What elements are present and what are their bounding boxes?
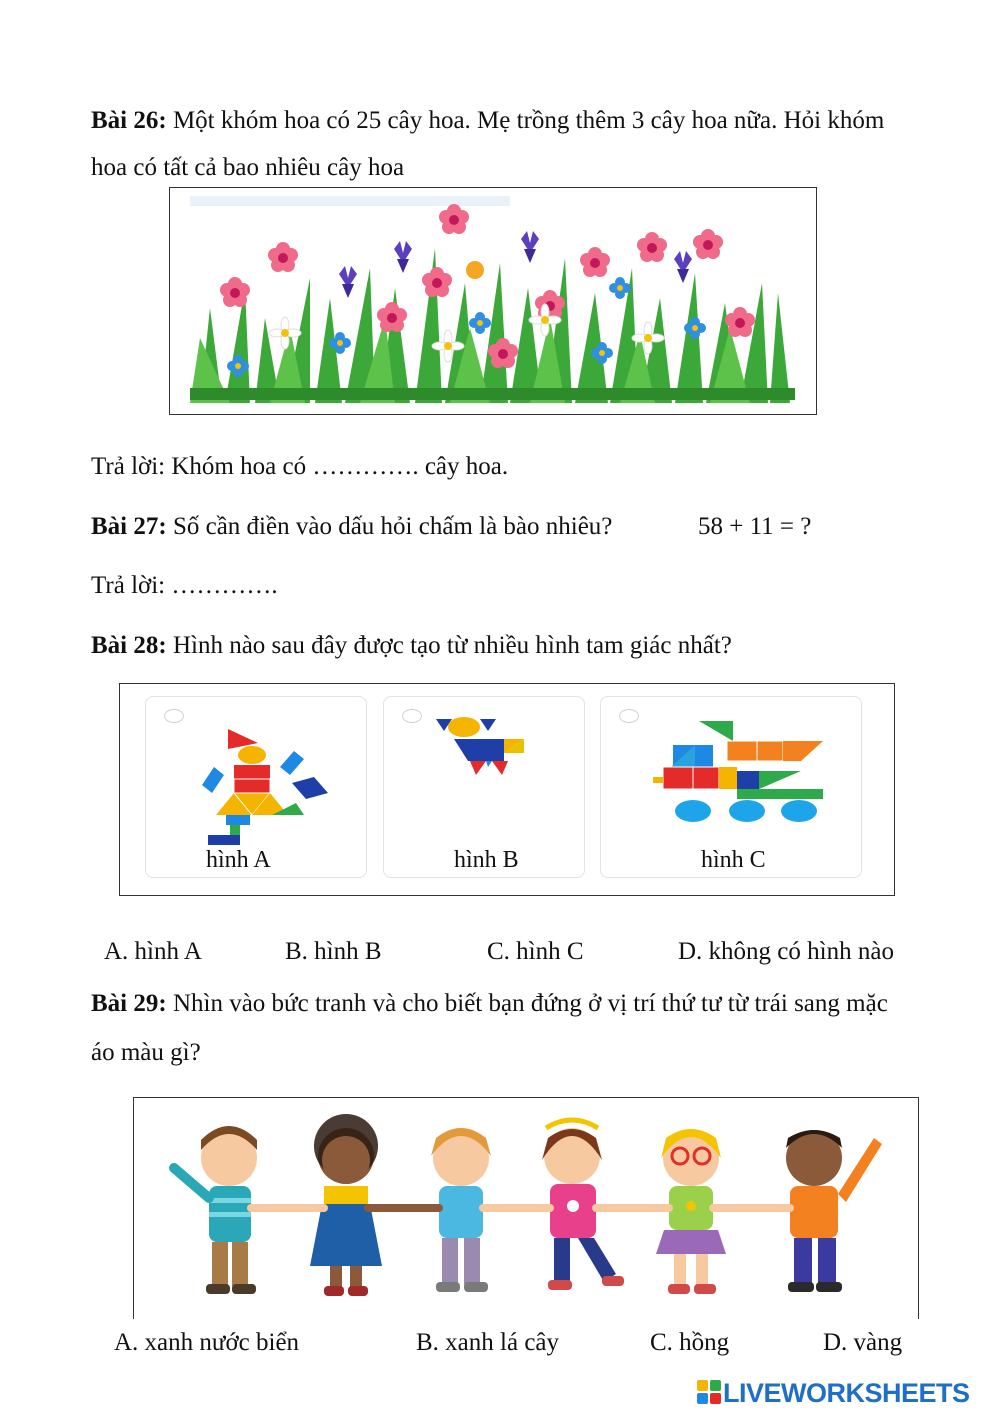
figure-caption-a: hình A [206,847,271,873]
figure-a-drawing [146,697,368,847]
q28-option-d[interactable]: D. không có hình nào [678,938,894,965]
q28-label: Bài 28: [91,632,167,659]
figure-c-drawing [601,697,863,847]
figure-caption-c: hình C [701,847,766,873]
q29-option-c[interactable]: C. hồng [650,1329,730,1356]
q29-line1 [91,989,888,1019]
liveworksheets-logo [697,1377,970,1409]
q29-label: Bài 29: [91,990,167,1017]
q29-option-a[interactable]: A. xanh nước biển [114,1329,300,1356]
flower-garden-illustration [170,188,815,413]
q26-line2: hoa có tất cả bao nhiêu cây hoa [91,154,405,181]
q28-line [91,631,732,661]
children-illustration [134,1098,917,1318]
q27-equation: 58 + 11 = ? [698,513,812,540]
q27-line [91,512,612,542]
q29-option-b[interactable]: B. xanh lá cây [416,1329,560,1356]
figure-card-a [145,696,367,878]
q29-option-d[interactable]: D. vàng [823,1329,903,1356]
q27-text: Số cần điền vào dấu hỏi chấm là bào nhiêu? [172,513,613,540]
figure-card-c [600,696,862,878]
q28-text: Hình nào sau đây được tạo từ nhiều hình tam giác nhất? [172,632,732,659]
figure-b-drawing [384,697,586,847]
q26-label: Bài 26: [91,107,167,134]
liveworksheets-wordmark: LIVEWORKSHEETS [723,1377,970,1408]
q26-answer: Trả lời: Khóm hoa có …………. cây hoa. [91,453,509,480]
q28-option-a[interactable]: A. hình A [104,938,202,965]
figure-card-b [383,696,585,878]
q27-label: Bài 27: [91,513,167,540]
flower-image [169,187,817,415]
q29-text1: Nhìn vào bức tranh và cho biết bạn đứng ở vị trí thứ tư từ trái sang mặc [172,990,888,1017]
q27-answer: Trả lời: …………. [91,572,278,599]
q29-line2: áo màu gì? [91,1039,201,1066]
q26-text1: Một khóm hoa có 25 cây hoa. Mẹ trồng thêm 3 cây hoa nữa. Hỏi khóm [172,107,885,134]
figure-caption-b: hình B [454,847,519,873]
children-image [133,1097,919,1319]
q28-option-b[interactable]: B. hình B [285,938,382,965]
q28-option-c[interactable]: C. hình C [487,938,584,965]
shapes-image [119,683,895,896]
q26-line1 [91,106,884,136]
liveworksheets-grid-icon [697,1380,723,1406]
